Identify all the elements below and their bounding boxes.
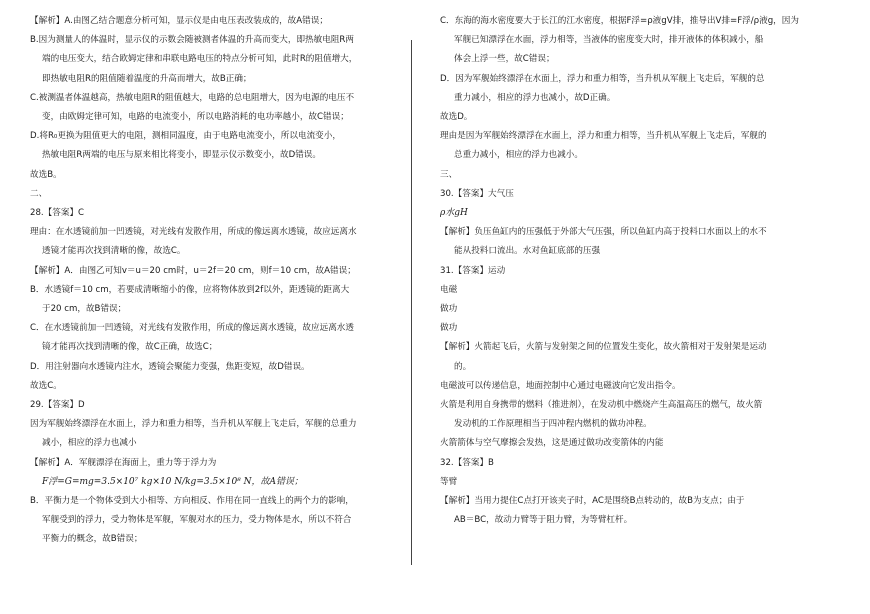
text-line: B.因为测量人的体温时，显示仪的示数会随被测者体温的升高而变大，即热敏电阻R两: [30, 35, 354, 46]
text-line: 于20 cm，故B错误；: [42, 304, 127, 315]
text-line: 军舰已知漂浮在水面，浮力相等，当液体的密度变大时，排开液体的体积减小，船: [454, 35, 764, 46]
text-line: 即热敏电阻R的阻值随着温度的升高而增大，故B正确；: [42, 73, 252, 84]
left-column: [30, 12, 415, 550]
text-line: 军舰受到的浮力，受力物体是军舰，军舰对水的压力，受力物体是水，所以不符合: [42, 515, 352, 526]
text-line: 端的电压变大，结合欧姆定律和串联电路电压的特点分析可知，此时R的阻值增大，: [42, 54, 358, 65]
text-line: 【解析】A.由图乙结合题意分析可知，显示仪是由电压表改装成的，故A错误；: [30, 16, 328, 26]
answer-item: 做功: [440, 304, 458, 315]
text-line: 理由：在水透镜前加一凹透镜，对光线有发散作用，所成的像远离水透镜，故应远离水: [30, 227, 357, 238]
text-line: 能从投料口流出。水对鱼缸底部的压强: [454, 246, 601, 257]
answer-line: 29.【答案】D: [30, 400, 85, 411]
text-line: C．在水透镜前加一凹透镜，对光线有发散作用，所成的像远离水透镜，故应远离水透: [30, 323, 354, 334]
text-line: 变，由欧姆定律可知，电路的电流变小，所以电路消耗的电功率越小，故C错误；: [42, 112, 349, 123]
section-heading: 二、: [30, 188, 48, 199]
text-line: 故选C。: [30, 380, 62, 391]
text-line: 平衡力的概念，故B错误；: [42, 534, 143, 545]
text-line: 的。: [454, 361, 472, 372]
answer-item: 等臂: [440, 476, 458, 487]
answer-line: 32.【答案】B: [440, 457, 494, 468]
text-line: 热敏电阻R两端的电压与原来相比将变小，即显示仪示数变小，故D错误。: [42, 150, 321, 161]
formula-line: F浮=G=mg=3.5×10⁷ kg×10 N/kg=3.5×10⁸ N，故A错误；: [42, 476, 304, 487]
text-line: C.被测温者体温越高，热敏电阻R的阻值越大，电路的总电阻增大，因为电源的电压不: [30, 92, 355, 103]
text-line: 减小，相应的浮力也减小: [42, 438, 137, 449]
right-column: [440, 12, 825, 530]
text-line: 因为军舰始终漂浮在水面上，浮力和重力相等，当升机从军舰上飞走后，军舰的总重力: [30, 419, 357, 430]
text-line: 镜才能再次找到清晰的像，故C正确，故选C；: [42, 342, 218, 353]
text-line: 发动机的工作原理相当于四冲程内燃机的做功冲程。: [454, 419, 652, 430]
text-line: 火箭是利用自身携带的燃料（推进剂），在发动机中燃烧产生高温高压的燃气，故火箭: [440, 400, 763, 411]
text-line: 【解析】火箭起飞后，火箭与发射架之间的位置发生变化，故火箭相对于发射架是运动: [440, 342, 767, 353]
text-line: 透镜才能再次找到清晰的像，故选C。: [42, 246, 186, 257]
text-line: B．平衡力是一个物体受到大小相等、方向相反、作用在同一直线上的两个力的影响，: [30, 496, 354, 507]
text-line: 故选B。: [30, 169, 62, 180]
answer-item: 做功: [440, 323, 458, 334]
text-line: 故选D。: [440, 112, 473, 123]
column-divider: [411, 40, 412, 565]
answer-line: 30.【答案】大气压: [440, 188, 514, 199]
text-line: D.将R₀更换为阻值更大的电阻，测相同温度，由于电路电流变小，所以电流变小，: [30, 131, 341, 142]
answer-item: 电磁: [440, 284, 458, 295]
text-line: 【解析】当用力提住C点打开该夹子时，AC是围绕B点转动的，故B为支点；由于: [440, 496, 745, 507]
text-line: AB＝BC，故动力臂等于阻力臂，为等臂杠杆。: [454, 515, 633, 526]
text-line: C．东海的海水密度要大于长江的江水密度，根据F浮=ρ液gV排，推导出V排=F浮/ρ液g，因为: [440, 16, 799, 26]
answer-line: 31.【答案】运动: [440, 265, 506, 276]
answer-line: 28.【答案】C: [30, 208, 85, 219]
text-line: 【解析】A．军舰漂浮在海面上，重力等于浮力为: [30, 457, 217, 468]
text-line: 重力减小，相应的浮力也减小，故D正确。: [454, 92, 616, 103]
text-line: D．因为军舰始终漂浮在水面上，浮力和重力相等，当升机从军舰上飞走后，军舰的总: [440, 73, 765, 84]
text-line: 电磁波可以传递信息，地面控制中心通过电磁波向它发出指令。: [440, 380, 681, 391]
text-line: 总重力减小，相应的浮力也减小。: [454, 150, 583, 161]
text-line: 【解析】负压鱼缸内的压强低于外部大气压强，所以鱼缸内高于投料口水面以上的水不: [440, 227, 767, 238]
text-line: 体会上浮一些，故C错误；: [454, 54, 555, 65]
formula-line: ρ水gH: [440, 208, 468, 219]
section-heading: 三、: [440, 169, 458, 180]
text-line: B．水透镜f＝10 cm，若要成清晰缩小的像，应将物体放到2f以外，距透镜的距离大: [30, 284, 350, 295]
text-line: 【解析】A．由图乙可知v＝u＝20 cm时，u＝2f＝20 cm，则f＝10 cm，故A错误；: [30, 265, 356, 276]
text-line: 火箭箭体与空气摩擦会发热，这是通过做功改变箭体的内能: [440, 438, 664, 449]
text-line: 理由是因为军舰始终漂浮在水面上，浮力和重力相等，当升机从军舰上飞走后，军舰的: [440, 131, 767, 142]
text-line: D．用注射器向水透镜内注水，透镜会聚能力变强，焦距变短，故D错误。: [30, 361, 310, 372]
